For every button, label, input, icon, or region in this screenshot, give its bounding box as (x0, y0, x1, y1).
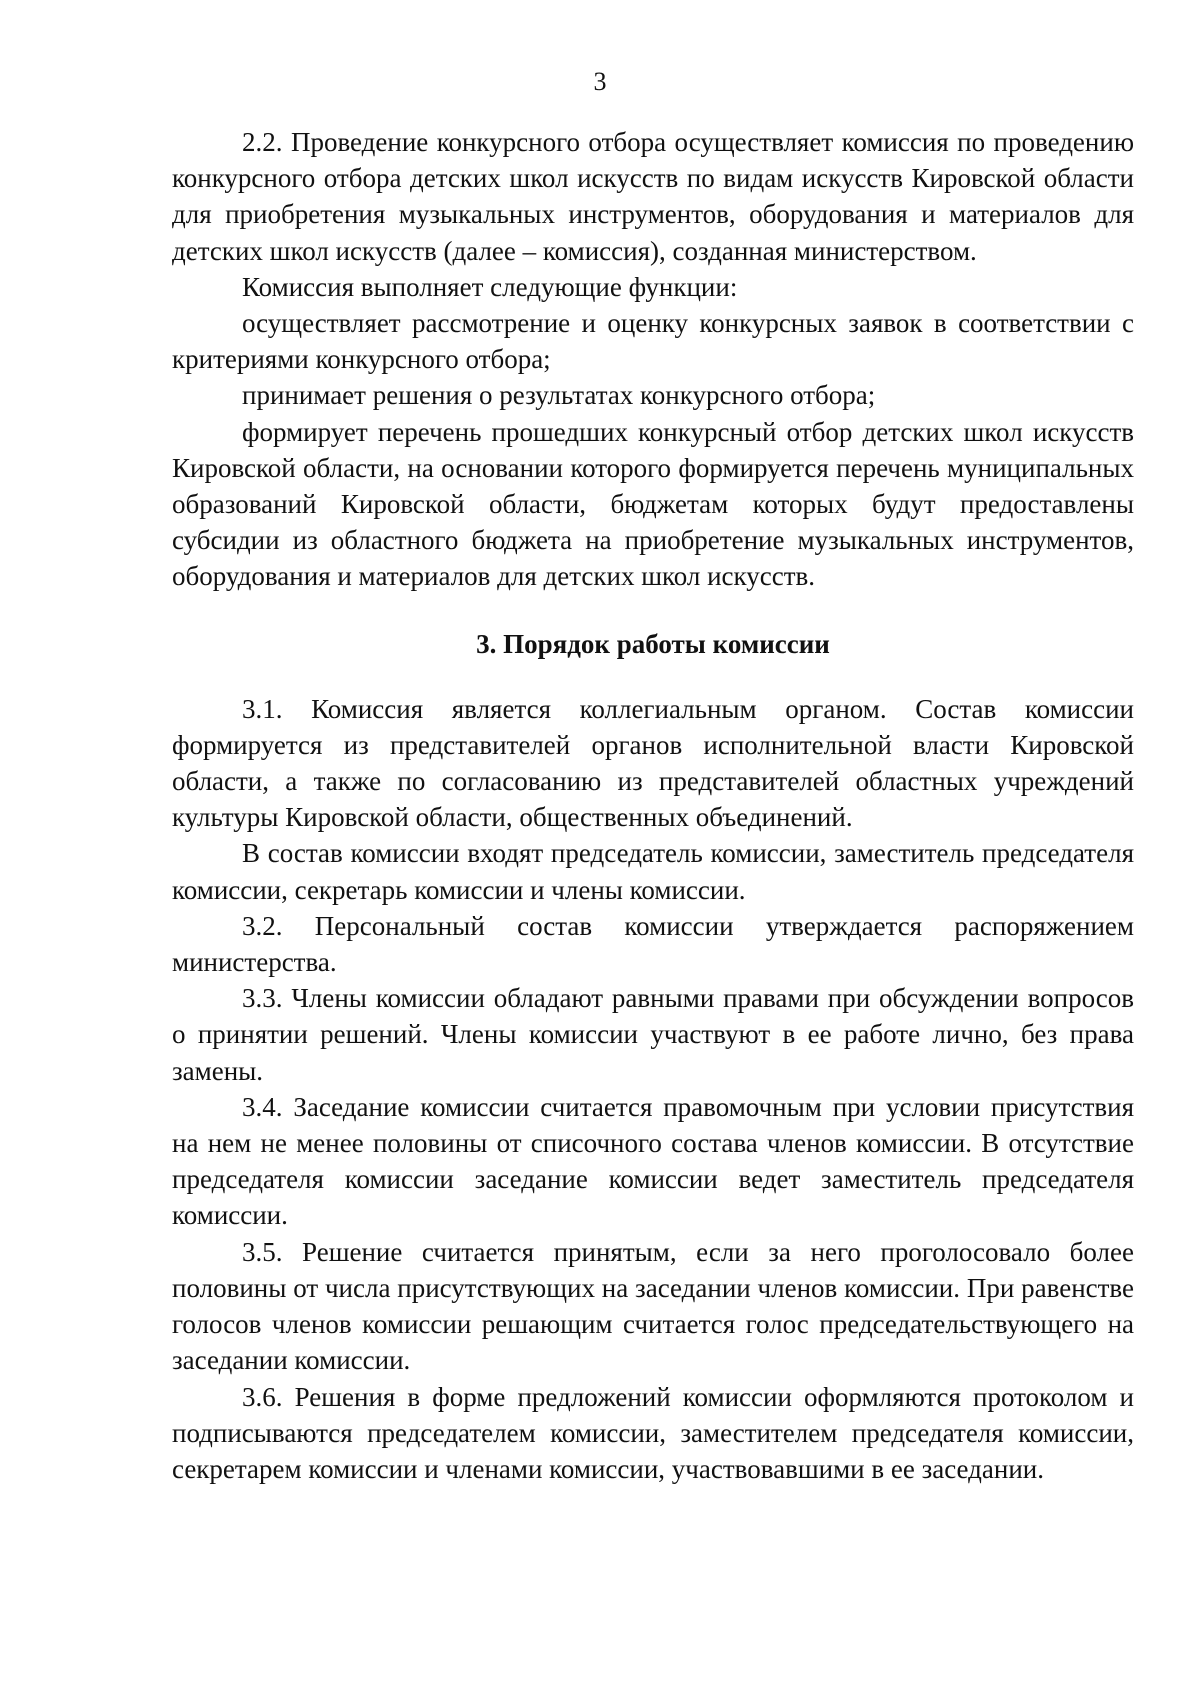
section-heading: 3. Порядок работы комиссии (476, 628, 830, 659)
paragraph-composition: В состав комиссии входят председатель комиссии, заместитель председателя комиссии, секретарь комиссии и члены комиссии. (172, 838, 1134, 905)
paragraph-3-4: 3.4. Заседание комиссии считается правомочным при условии присутствия на нем не менее половины от списочного состава членов комиссии. В отсутствие председателя комиссии заседание комиссии ведет заместитель председателя комиссии. (172, 1091, 1134, 1231)
document-body (172, 124, 1134, 1487)
page-number: 3 (593, 67, 607, 96)
paragraph-function-list: формирует перечень прошедших конкурсный отбор детских школ искусств Кировской области, на основании которого формируется перечень муниципальных образований Кировской области, бюджетам которых будут предоставлены субсидии из областного бюджета на приобретение музыкальных инструментов, оборудования и материалов для детских школ искусств. (172, 416, 1134, 592)
paragraph-2-2: 2.2. Проведение конкурсного отбора осуществляет комиссия по проведению конкурсного отбора детских школ искусств по видам искусств Кировской области для приобретения музыкальных инструментов, оборудования и материалов для детских школ искусств (далее – комиссия), созданная министерством. (172, 127, 1134, 266)
section-2-continuation (172, 124, 1134, 595)
paragraph-3-5: 3.5. Решение считается принятым, если за него проголосовало более половины от числа присутствующих на заседании членов комиссии. При равенстве голосов членов комиссии решающим считается голос председательствующего на заседании комиссии. (172, 1236, 1134, 1376)
paragraph-3-6: 3.6. Решения в форме предложений комиссии оформляются протоколом и подписываются председателем комиссии, заместителем председателя комиссии, секретарем комиссии и членами комиссии, участвовавшими в ее заседании. (172, 1381, 1134, 1484)
paragraph-3-3: 3.3. Члены комиссии обладают равными правами при обсуждении вопросов о принятии решений. Члены комиссии участвуют в ее работе лично, без права замены. (172, 983, 1134, 1086)
paragraph-3-1: 3.1. Комиссия является коллегиальным органом. Состав комиссии формируется из представителей органов исполнительной власти Кировской области, а также по согласованию из представителей областных учреждений культуры Кировской области, общественных объединений. (172, 693, 1134, 833)
paragraph-function-decisions: принимает решения о результатах конкурсного отбора; (242, 380, 876, 411)
section-3 (172, 691, 1134, 1487)
paragraph-function-review: осуществляет рассмотрение и оценку конкурсных заявок в соответствии с критериями конкурсного отбора; (172, 308, 1134, 375)
paragraph-functions-intro: Комиссия выполняет следующие функции: (242, 271, 738, 302)
paragraph-3-2: 3.2. Персональный состав комиссии утверждается распоряжением министерства. (172, 910, 1134, 978)
